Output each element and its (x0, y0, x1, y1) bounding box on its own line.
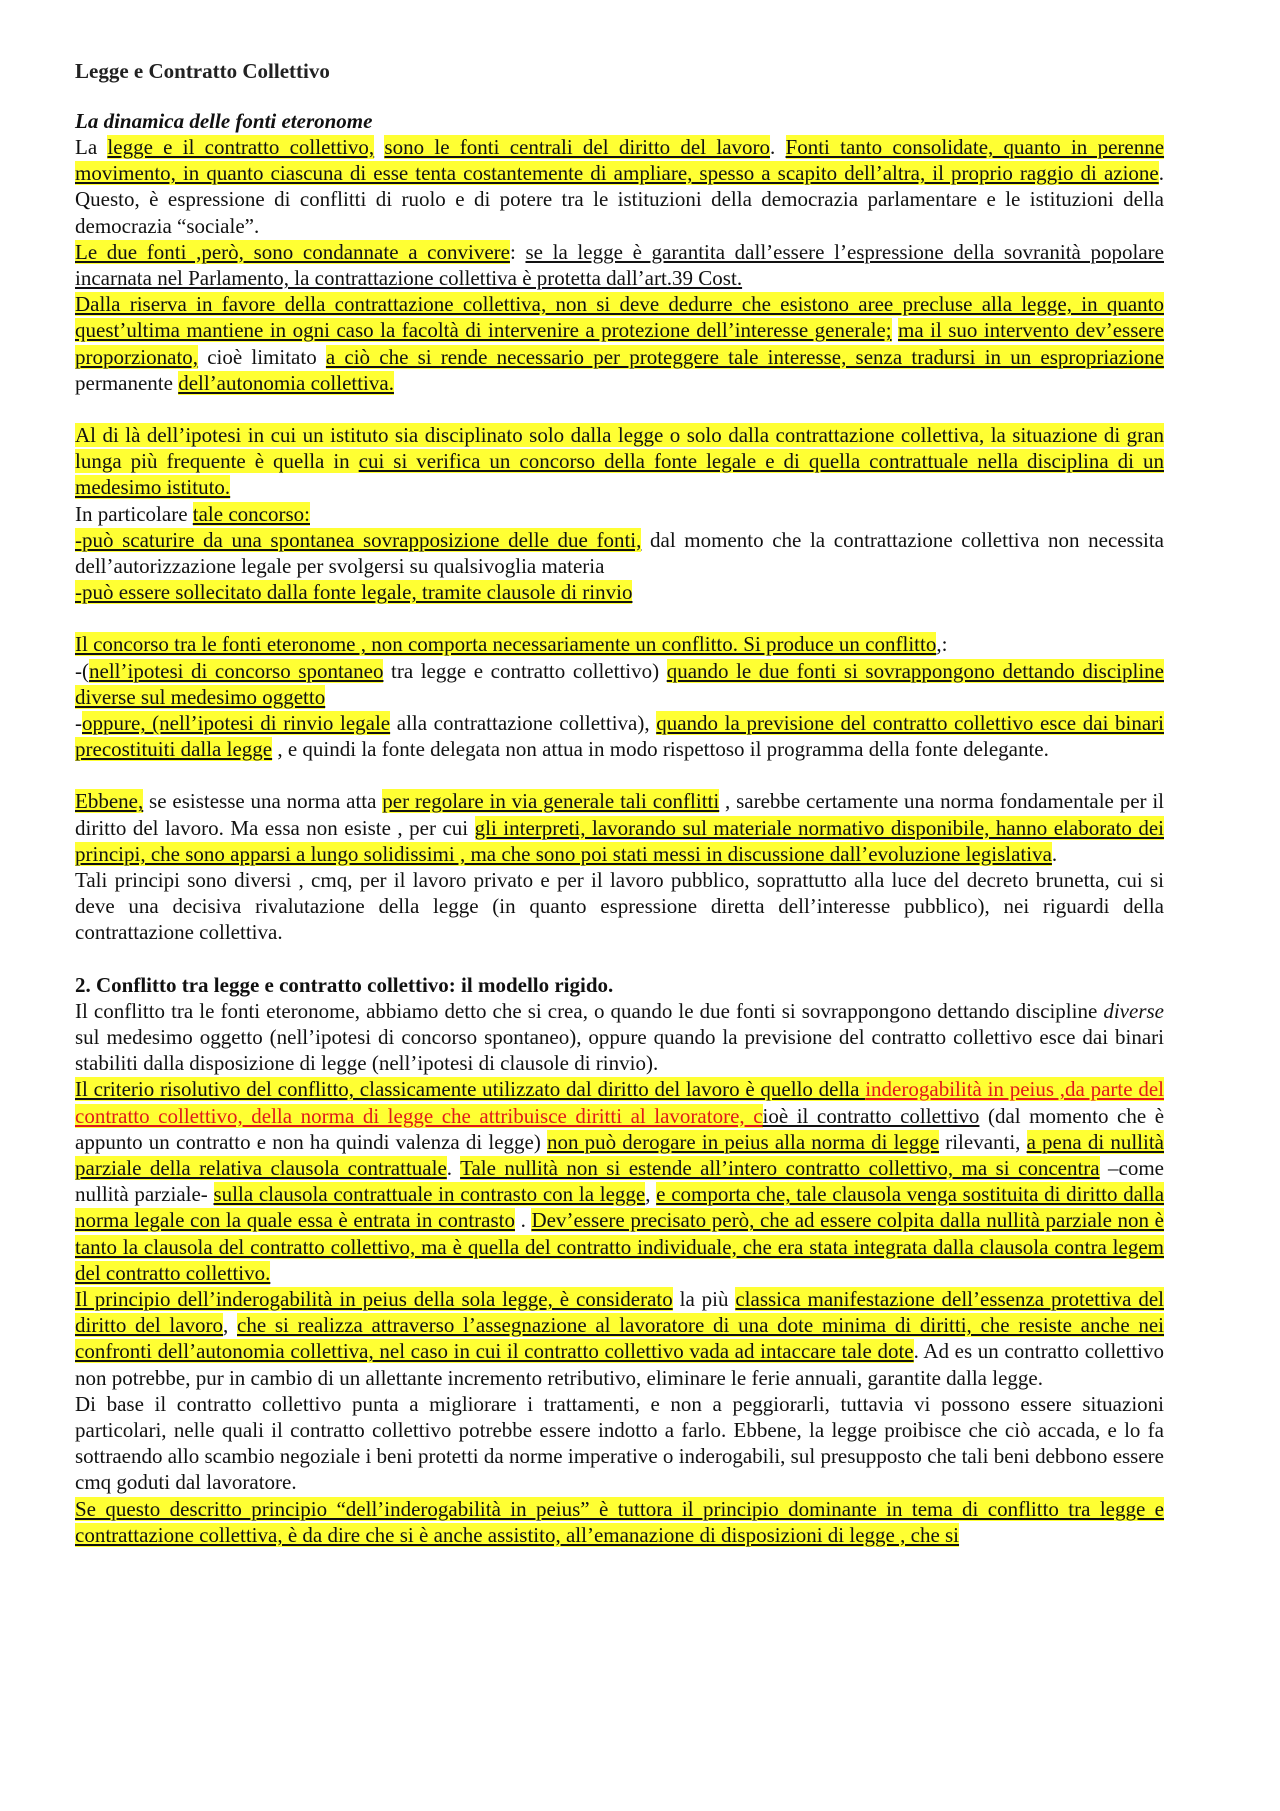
highlight: -può essere sollecitato dalla fonte legale, tramite clausole di rinvio (75, 580, 633, 605)
highlight: nell’ipotesi di concorso spontaneo (89, 658, 384, 683)
document-title: Legge e Contratto Collettivo (75, 59, 330, 83)
paragraph-9 (75, 658, 1164, 710)
highlight: per regolare in via generale tali conflitti (382, 789, 720, 814)
highlight: tale concorso: (192, 501, 310, 526)
text: se esistesse una norma atta (143, 789, 383, 814)
highlight: legge e il contratto collettivo, (107, 135, 375, 159)
highlight: quando la previsione del contratto collettivo esce dai binari precostituiti dalla legge (75, 711, 1164, 762)
text: , sarebbe certamente una norma fondamentale per il diritto del lavoro. Ma essa non esiste , per cui (75, 789, 1165, 840)
highlight: che si realizza attraverso l’assegnazione al lavoratore di una dote minima di diritti, che resiste anche nei confronti dell’autonomia collettiva, nel caso in cui il contratto collettivo vada ad intaccare tale dote (75, 1313, 1165, 1364)
text: cioè limitato (198, 344, 326, 369)
highlight: ma il suo intervento dev’essere proporzionato, (75, 318, 1165, 369)
text: -( (75, 658, 89, 683)
text: ,: (936, 632, 948, 657)
paragraph-6 (75, 527, 1164, 579)
text: permanente (75, 370, 179, 395)
highlight: Tale nullità non si estende all’intero contratto collettivo, ma si concentra (460, 1155, 1100, 1180)
paragraph-11 (75, 788, 1164, 867)
text: - (75, 711, 82, 736)
text: (dal momento che è appunto un contratto e non ha quindi valenza di legge) (75, 1103, 1165, 1154)
highlight: Fonti tanto consolidate, quanto in perenne movimento, in quanto ciascuna di esse tenta costantemente di ampliare, spesso a scapito dell’altra, il proprio raggio di azione (75, 135, 1165, 186)
text: . (770, 135, 786, 159)
highlight: Le due fonti ,però, sono condannate a convivere (75, 239, 510, 264)
highlight: Il principio dell’inderogabilità in peius della sola legge, è considerato (75, 1286, 673, 1311)
spacer (75, 762, 1164, 788)
paragraph-16: Di base il contratto collettivo punta a migliorare i trattamenti, e non a peggiorarli, tuttavia vi possono essere situazioni particolari, nelle quali il contratto collettivo potrebbe essere indotto a farlo. Ebbene, la legge proibisce che ciò accada, e lo fa sottraendo allo scambio negoziale i beni protetti da norme imperative o inderogabili, sul presupposto che tali beni debbono essere cmq goduti dal lavoratore. (75, 1391, 1164, 1495)
highlight: non può derogare in peius alla norma di legge (547, 1129, 940, 1154)
paragraph-2 (75, 239, 1164, 291)
highlight: -può scaturire da una spontanea sovrapposizione delle due fonti, (75, 527, 642, 552)
text: . Questo, è espressione di conflitti di ruolo e di potere tra le istituzioni della democrazia parlamentare e le istituzioni della democrazia “sociale”. (75, 161, 1164, 238)
text: . Ad es un contratto collettivo non potrebbe, pur in cambio di un allettante incremento retributivo, eliminare le ferie annuali, garantite dalla legge. (75, 1339, 1165, 1390)
text (374, 135, 384, 159)
highlight: sulla clausola contrattuale in contrasto con la legge (213, 1182, 646, 1207)
highlight: Ebbene, (75, 789, 144, 814)
highlight: oppure, (nell’ipotesi di rinvio legale (82, 711, 391, 736)
italic-text: diverse (1103, 998, 1164, 1023)
text: . (514, 1208, 532, 1233)
section-subtitle: La dinamica delle fonti eteronome (75, 109, 373, 133)
paragraph-10 (75, 710, 1164, 762)
text: la più (672, 1286, 736, 1311)
text: sul medesimo oggetto (nell’ipotesi di concorso spontaneo), oppure quando la previsione del contratto collettivo esce dai binari stabiliti dalla disposizione di legge (nell’ipotesi di clausole di rinvio). (75, 1024, 1164, 1076)
highlight: Il concorso tra le fonti eteronome , non comporta necessariamente un conflitto. Si produce un conflitto (75, 632, 937, 657)
highlight: Dalla riserva in favore della contrattazione collettiva, non si deve dedurre che esistono aree precluse alla legge, in quanto quest’ultima mantiene in ogni caso la facoltà di intervenire a protezione dell’interesse generale; (75, 292, 1164, 343)
paragraph-15 (75, 1286, 1164, 1391)
text: alla contrattazione collettiva), (390, 711, 657, 736)
text: rilevanti, (939, 1129, 1027, 1154)
text: , (645, 1182, 657, 1207)
highlight: Al di là dell’ipotesi in cui un istituto sia disciplinato solo dalla legge o solo dalla contrattazione collettiva, la situazione di gran lunga più frequente è quella in (75, 423, 1164, 474)
highlight: a pena di nullità parziale della relativa clausola contrattuale (75, 1129, 1164, 1180)
paragraph-4 (75, 422, 1164, 501)
text: . (446, 1155, 461, 1180)
text: Il conflitto tra le fonti eteronome, abbiamo detto che si crea, o quando le due fonti si sovrappongono dettando discipline (75, 998, 1104, 1023)
highlight: sono le fonti centrali del diritto del lavoro (384, 135, 771, 159)
paragraph-14 (75, 1076, 1164, 1286)
text: : (509, 239, 526, 264)
highlight: Dev’essere precisato però, che ad essere colpita dalla nullità parziale non è tanto la clausola del contratto collettivo, ma è quella del contratto individuale, che era stata integrata dalla clausola contra legem del contratto collettivo. (75, 1208, 1164, 1285)
text: , e quindi la fonte delegata non attua in modo rispettoso il programma della fonte delegante. (272, 737, 1049, 762)
paragraph-1 (75, 134, 1164, 239)
paragraph-7 (75, 579, 1164, 605)
underlined-text: ioè il contratto collettivo (762, 1103, 980, 1128)
section-2-title: 2. Conflitto tra legge e contratto collettivo: il modello rigido. (75, 972, 614, 997)
paragraph-3 (75, 291, 1164, 396)
highlight: dell’autonomia collettiva. (178, 370, 394, 395)
spacer (75, 396, 1164, 422)
spacer (75, 946, 1164, 972)
red-highlight: inderogabilità in peius ,da parte del contratto collettivo, della norma di legge che attribuisce diritti al lavoratore, c (75, 1077, 1164, 1128)
paragraph-13 (75, 998, 1164, 1077)
text: La (75, 135, 108, 159)
highlight: cui si verifica un concorso della fonte legale e di quella contrattuale nella disciplina di un medesimo istituto. (75, 449, 1164, 500)
paragraph-8 (75, 631, 1164, 657)
highlight: gli interpreti, lavorando sul materiale normativo disponibile, hanno elaborato dei principi, che sono apparsi a lungo solidissimi , ma che sono poi stati messi in discussione dall’evoluzione legislativa (75, 815, 1164, 866)
highlight: e comporta che, tale clausola venga sostituita di diritto dalla norma legale con la quale essa è entrata in contrasto (75, 1182, 1165, 1233)
highlight: classica manifestazione dell’essenza protettiva del diritto del lavoro (75, 1286, 1164, 1338)
highlight: a ciò che si rende necessario per proteggere tale interesse, senza tradursi in un espropriazione (325, 344, 1164, 369)
text: In particolare (75, 501, 193, 526)
highlight: Il criterio risolutivo del conflitto, classicamente utilizzato dal diritto del lavoro è quello della (75, 1077, 866, 1102)
spacer (75, 605, 1164, 631)
text: –come nullità parziale- (75, 1155, 1164, 1207)
text: , (223, 1313, 238, 1338)
paragraph-12: Tali principi sono diversi , cmq, per il lavoro privato e per il lavoro pubblico, soprattutto alla luce del decreto brunetta, cui si deve una decisiva rivalutazione della legge (in quanto espressione diretta dell’interesse pubblico), nei riguardi della contrattazione collettiva. (75, 868, 1164, 945)
text: dal momento che la contrattazione collettiva non necessita dell’autorizzazione legale per svolgersi su qualsivoglia materia (75, 527, 1164, 579)
highlight: quando le due fonti si sovrappongono dettando discipline diverse sul medesimo oggetto (75, 658, 1164, 709)
paragraph-17 (75, 1496, 1164, 1548)
paragraph-5 (75, 501, 1164, 527)
underlined-text: se la legge è garantita dall’essere l’espressione della sovranità popolare incarnata nel Parlamento, la contrattazione collettiva è protetta dall’art.39 Cost. (75, 239, 1164, 291)
text: . (1051, 841, 1058, 866)
highlight: Se questo descritto principio “dell’inderogabilità in peius” è tuttora il principio dominante in tema di conflitto tra legge e contrattazione collettiva, è da dire che si è anche assistito, all’emanazione di disposizioni di legge , che si (75, 1496, 1164, 1547)
text: tra legge e contratto collettivo) (383, 658, 667, 683)
